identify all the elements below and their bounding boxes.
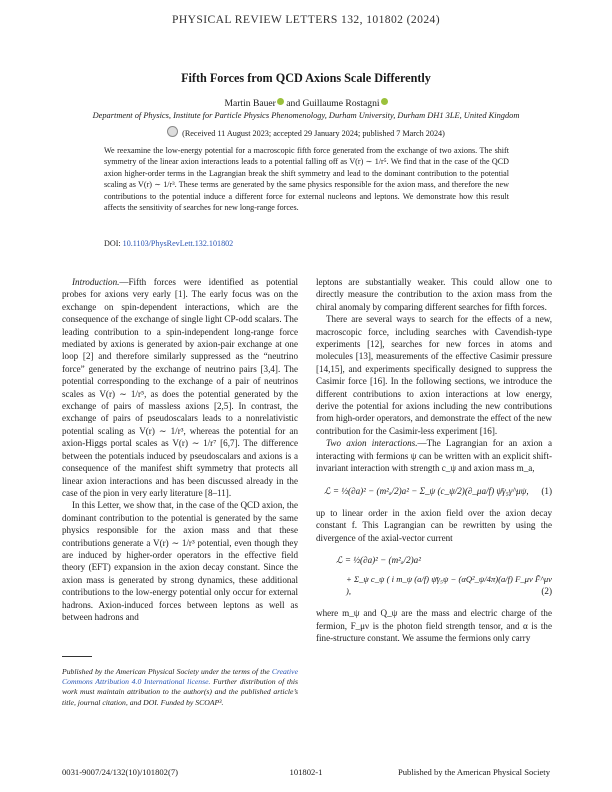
- author-list: [0, 98, 612, 109]
- equation-2: [316, 554, 552, 597]
- equation-number: (1): [541, 485, 552, 496]
- orcid-icon[interactable]: [381, 98, 388, 105]
- abstract: We reexamine the low-energy potential for a macroscopic fifth force generated from the exchange of two axions. The shift symmetry of the linear axion interactions leads to a potential falling off as V(r) ∼ 1/r⁵. We find that in the case of the QCD axion higher-order terms in the Lagrangian break the shift symmetry and lead to the dominant contribution to the potential scaling as V(r) ∼ 1/r³. These terms are generated by the same physics responsible for the axion mass, and therefore the new contributions to the potential induce a different force for external nucleons and leptons. We demonstrate how this result affects the sensitivity of searches for new long-range forces.: [104, 146, 509, 213]
- journal-header: PHYSICAL REVIEW LETTERS 132, 101802 (2024): [172, 13, 440, 26]
- equation-number: (2): [541, 585, 552, 596]
- paragraph: There are several ways to search for the effects of a new, macroscopic force, including searches with Cavendish-type experiments [12], searches for new forces in atoms and molecules [13], measurements of the effective Casimir pressure [14,15], and experiments specifically designed to suppress the Casimir force [16]. In the following sections, we introduce the different contributions to axion interactions at low energy, derive the potential for axions including the new contributions from high-order operators, and demonstrate the effect of the new contribution for the Casimir-less experiment [16].: [316, 314, 552, 436]
- received-dates: [0, 126, 612, 138]
- paper-title: Fifth Forces from QCD Axions Scale Differently: [181, 71, 431, 85]
- author-1[interactable]: Martin Bauer: [224, 98, 276, 109]
- doi-link[interactable]: 10.1103/PhysRevLett.132.101802: [122, 239, 234, 248]
- left-column: [62, 276, 298, 623]
- received-text: (Received 11 August 2023; accepted 29 January 2024; published 7 March 2024): [182, 129, 445, 138]
- paragraph: where m_ψ and Q_ψ are the mass and electric charge of the fermion, F_μν is the photon field strength tensor, and α is the fine-structure constant. We assume the fermions only carry: [316, 608, 552, 644]
- paragraph: In this Letter, we show that, in the case of the QCD axion, the dominant contribution to the potential is generated by the same physics responsible for the axion mass and that these contributions generate a V(r) ∼ 1/r³ potential, even though they are induced by higher-order operators in the effective field theory (EFT) expansion in the axion decay constant. Since the axion mass is generated by strong dynamics, these additional contributions to the low-energy potential only occur for external hadrons. Axion-induced forces between leptons as well as between hadrons and: [62, 500, 298, 622]
- footnote-rule: [62, 656, 92, 657]
- author-2[interactable]: Guillaume Rostagni: [302, 98, 380, 109]
- equation-1: [316, 485, 552, 497]
- paragraph: up to linear order in the axion field over the axion decay constant f. This Lagrangian can be rewritten by using the divergence of the axial-vector current: [316, 507, 552, 543]
- license-note: Published by the American Physical Society under the terms of the Creative Commons Attribution 4.0 International license. Further distribution of this work must maintain attribution to the author(s) and the published article’s title, journal citation, and DOI. Funded by SCOAP³.: [62, 667, 298, 707]
- equation-1-body: ℒ = ½(∂a)² − (m²ₐ/2)a² − Σ_ψ (c_ψ/2)(∂_μa/f) ψ̄γ₅γ^μψ,: [324, 485, 529, 496]
- orcid-icon[interactable]: [277, 98, 284, 105]
- crossmark-icon[interactable]: [167, 126, 178, 137]
- footer-publisher: Published by the American Physical Society: [397, 767, 550, 777]
- paragraph: Introduction.—Fifth forces were identified as potential probes for axions very early [1]. The early focus was on the exchange on spin-dependent interactions, which are the consequence of the exchange of single light CP-odd scalars. The leading contribution to a spin-independent long-range force mediated by axions is generated by axion-pair exchange at one loop [2] and therefore similarly suppressed as the “neutrino force” generated by the exchange of neutrino pairs [3,4]. The potential corresponding to the exchange of a pair of neutrinos scales as V(r) ∼ 1/r⁵, as does the potential generated by the exchange of pairs of massless axions [2,5]. In contrast, the exchange of pairs of pseudoscalars leads to a nonrelativistic potential scaling as V(r) ∼ 1/r³, whereas the potential for an axion-Higgs portal scales as V(r) ∼ 1/r⁷ [6,7]. The difference between the potentials induced by pseudoscalars and axions is a consequence of the manifest shift symmetry that protects all linear axion interactions and has been discussed already in the case of the pion in very early literature [8–11].: [62, 277, 298, 498]
- author-sep: and: [283, 98, 303, 109]
- right-column: [316, 276, 552, 645]
- doi-line: [104, 239, 233, 248]
- equation-2-line-2: + Σ_ψ c_ψ ( i m_ψ (a/f) ψ̄γ₅ψ − (αQ²_ψ/4π)(a/f) F_μν F̃^μν ),: [346, 573, 552, 596]
- license-link[interactable]: Creative Commons Attribution 4.0 International license.: [62, 667, 298, 687]
- paragraph: Two axion interactions.—The Lagrangian for an axion a interacting with fermions ψ can be written with an explicit shift-invariant interaction with strength c_ψ and axion mass m_a,: [316, 438, 552, 474]
- affiliation: Department of Physics, Institute for Particle Physics Phenomenology, Durham University, Durham DH1 3LE, United Kingdom: [92, 111, 520, 120]
- section-heading: Two axion interactions.: [326, 438, 418, 449]
- paragraph: leptons are substantially weaker. This could allow one to directly measure the contribution to the axion mass from the chiral anomaly by comparing different searches for fifth forces.: [316, 277, 552, 312]
- equation-2-line-1: ℒ = ½(∂a)² − (m²ₐ/2)a²: [336, 555, 421, 566]
- footer-code: 0031-9007/24/132(10)/101802(7): [62, 767, 179, 777]
- doi-label: DOI:: [104, 239, 123, 248]
- page-number: 101802-1: [289, 767, 323, 777]
- section-heading: Introduction.: [72, 277, 120, 287]
